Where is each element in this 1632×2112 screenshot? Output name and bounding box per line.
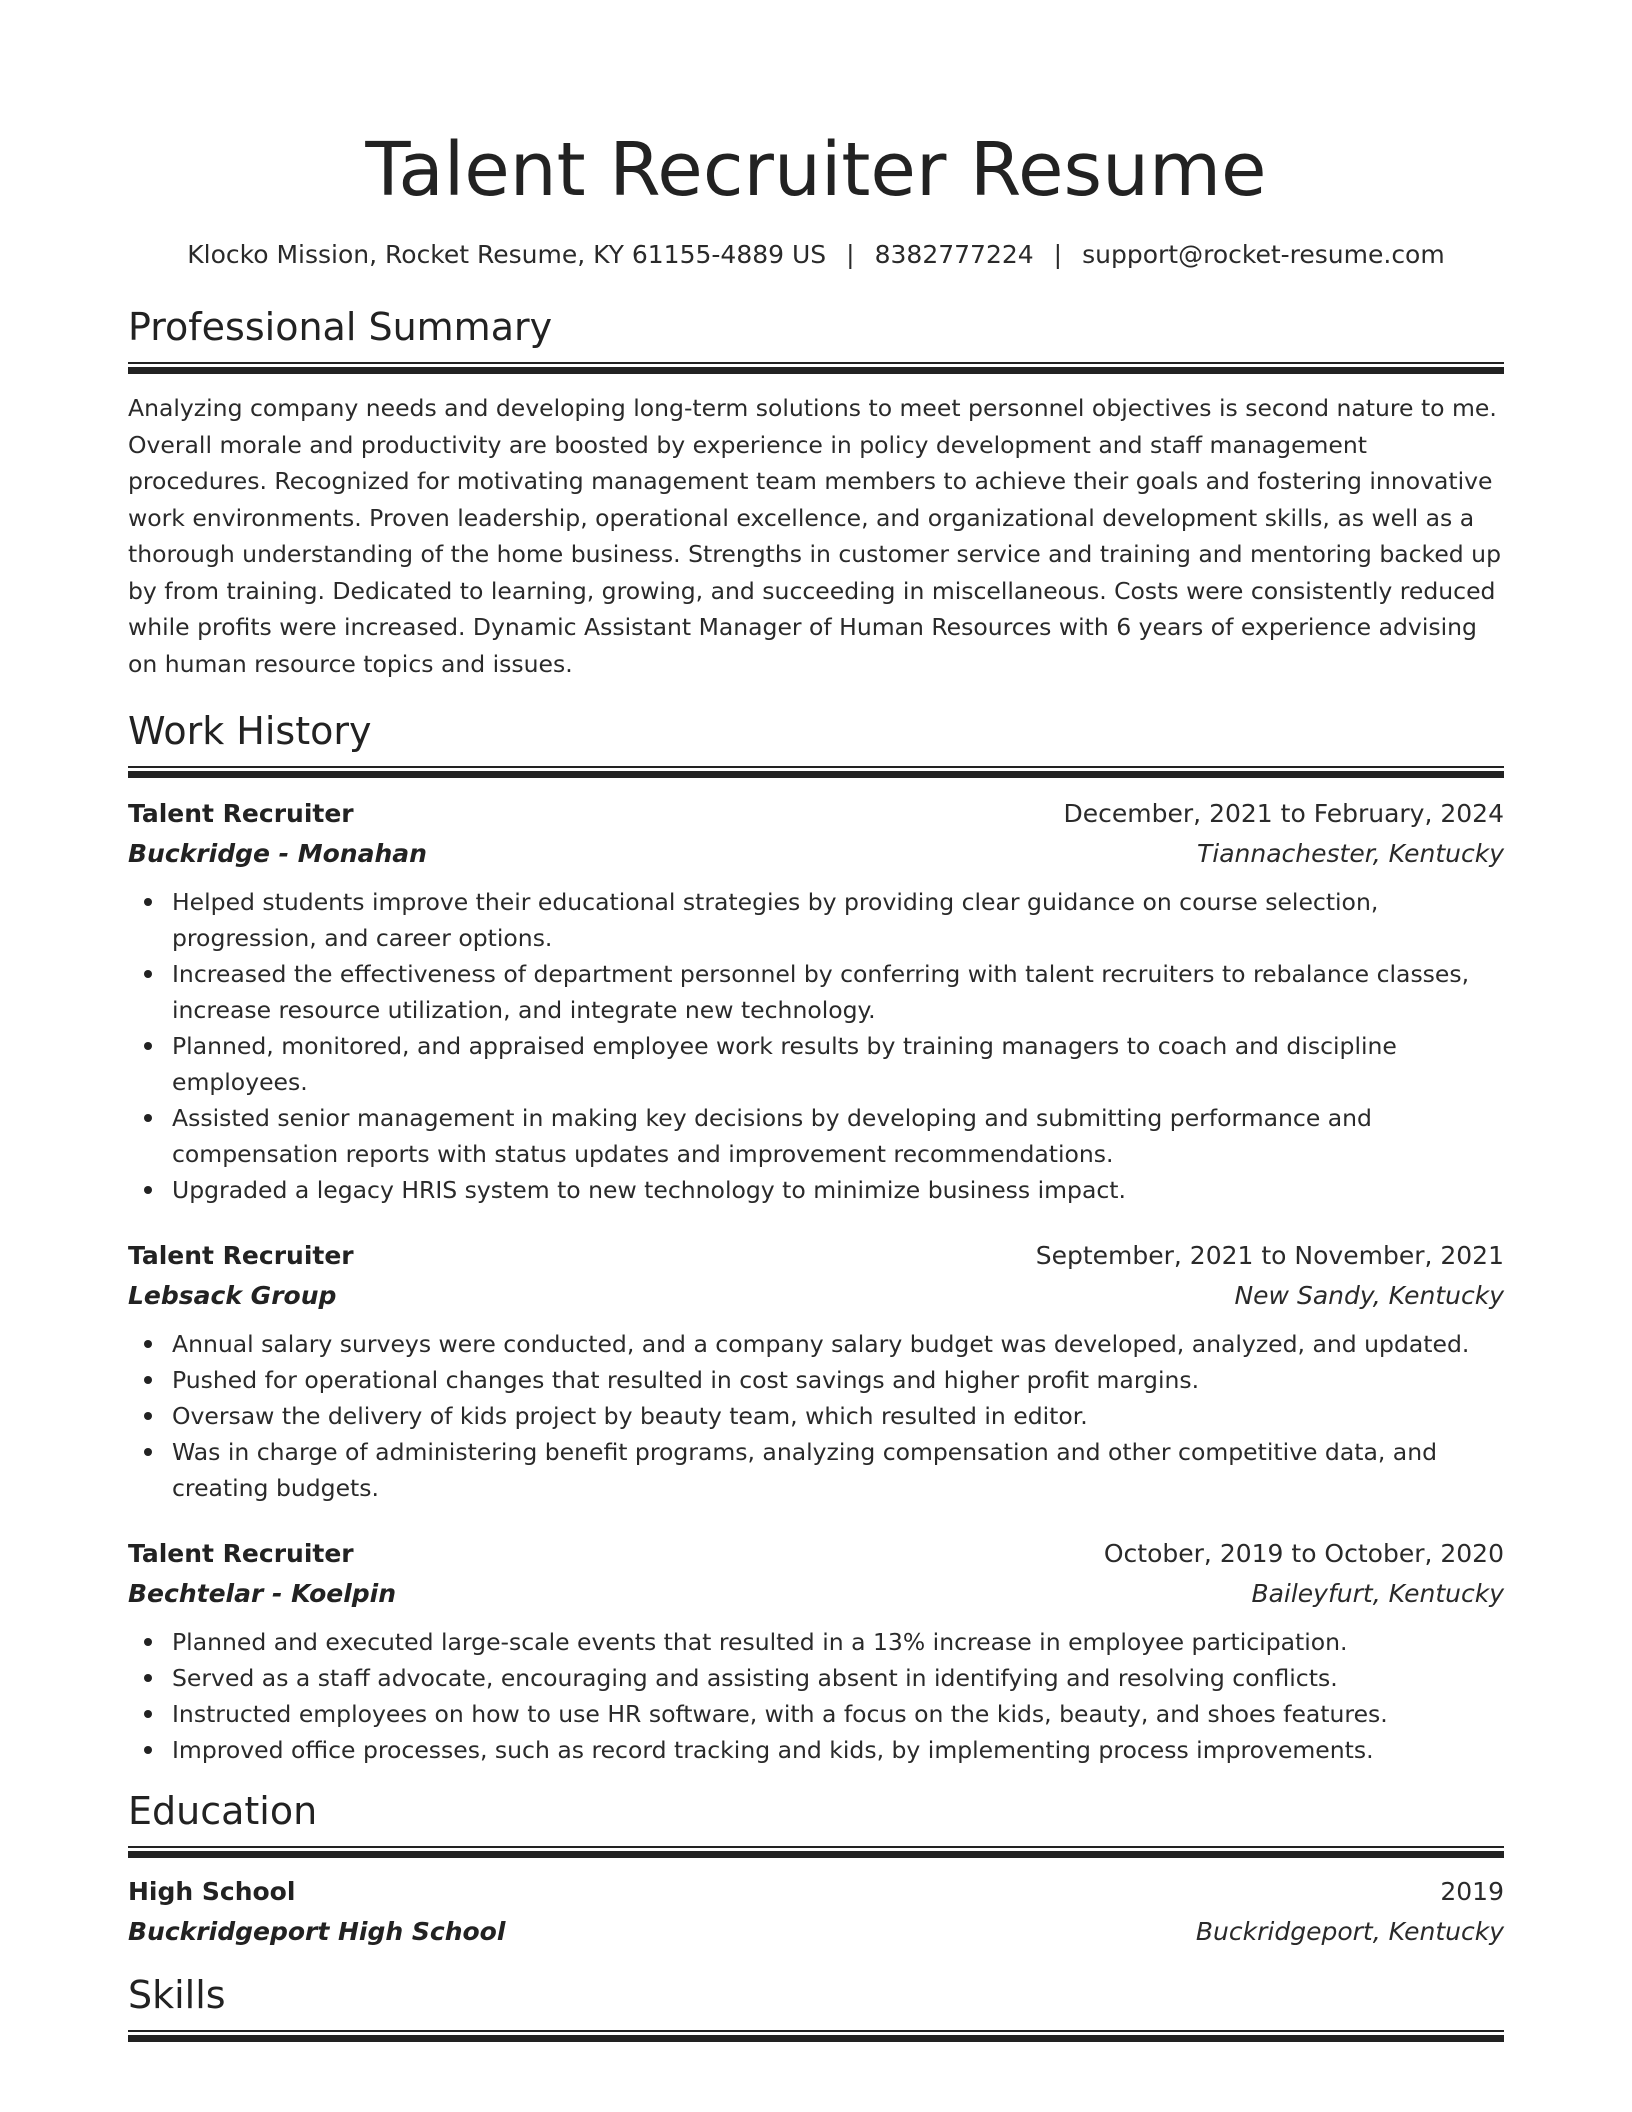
job-company: Buckridge - Monahan [128, 839, 427, 868]
contact-line [128, 238, 1504, 272]
summary-heading: Professional Summary [128, 305, 553, 349]
education-header [128, 1872, 1504, 1912]
section-divider [128, 766, 1504, 778]
job-dates: October, 2019 to October, 2020 [1103, 1539, 1504, 1568]
job-entry [128, 1534, 1504, 1768]
job-header [128, 794, 1504, 834]
section-divider [128, 362, 1504, 374]
contact-address: Klocko Mission, Rocket Resume, KY 61155-4889 US [187, 240, 827, 269]
resume-page [128, 0, 1504, 2042]
job-bullets [128, 1624, 1504, 1768]
job-title: Talent Recruiter [128, 1539, 354, 1568]
education-location: Buckridgeport, Kentucky [1195, 1917, 1504, 1946]
job-bullet: Helped students improve their educational strategies by providing clear guidance on course selection, progression, and career options. [128, 884, 1504, 956]
job-location: Tiannachester, Kentucky [1197, 839, 1504, 868]
job-subheader [128, 1276, 1504, 1316]
job-entry [128, 1236, 1504, 1506]
section-divider [128, 1846, 1504, 1858]
skills-section [128, 1970, 1504, 2042]
contact-phone: 8382777224 [874, 240, 1034, 269]
job-subheader [128, 834, 1504, 874]
section-divider [128, 2030, 1504, 2042]
job-dates: September, 2021 to November, 2021 [1035, 1241, 1504, 1270]
summary-section [128, 302, 1504, 682]
education-degree: High School [128, 1877, 296, 1906]
contact-email: support@rocket-resume.com [1082, 240, 1445, 269]
job-bullet: Annual salary surveys were conducted, and a company salary budget was developed, analyzed, and updated. [128, 1326, 1504, 1362]
work-history-section [128, 706, 1504, 1768]
job-entry [128, 794, 1504, 1208]
job-location: New Sandy, Kentucky [1234, 1281, 1504, 1310]
work-history-heading: Work History [128, 709, 372, 753]
job-bullet: Was in charge of administering benefit programs, analyzing compensation and other competitive data, and creating budgets. [128, 1434, 1504, 1506]
job-location: Baileyfurt, Kentucky [1251, 1579, 1504, 1608]
job-bullets [128, 1326, 1504, 1506]
summary-text: Analyzing company needs and developing long-term solutions to meet personnel objectives is second nature to me. Overall morale and productivity are boosted by experience in policy development and staff management procedures. Recognized for motivating management team members to achieve their goals and fostering innovative work environments. Proven leadership, operational excellence, and organizational development skills, as well as a thorough understanding of the home business. Strengths in customer service and training and mentoring backed up by from training. Dedicated to learning, growing, and succeeding in miscellaneous. Costs were consistently reduced while profits were increased. Dynamic Assistant Manager of Human Resources with 6 years of experience advising on human resource topics and issues. [128, 394, 1501, 678]
job-bullet: Upgraded a legacy HRIS system to new technology to minimize business impact. [128, 1172, 1504, 1208]
job-bullet: Planned and executed large-scale events that resulted in a 13% increase in employee participation. [128, 1624, 1504, 1660]
job-header [128, 1534, 1504, 1574]
job-bullet: Oversaw the delivery of kids project by beauty team, which resulted in editor. [128, 1398, 1504, 1434]
education-heading: Education [128, 1789, 318, 1833]
job-bullets [128, 884, 1504, 1208]
contact-separator: | [1053, 240, 1063, 269]
job-subheader [128, 1574, 1504, 1614]
job-bullet: Instructed employees on how to use HR software, with a focus on the kids, beauty, and shoes features. [128, 1696, 1504, 1732]
job-title: Talent Recruiter [128, 799, 354, 828]
education-subheader [128, 1912, 1504, 1952]
education-year: 2019 [1440, 1877, 1504, 1906]
job-bullet: Increased the effectiveness of department personnel by conferring with talent recruiters to rebalance classes, increase resource utilization, and integrate new technology. [128, 956, 1504, 1028]
education-school: Buckridgeport High School [128, 1917, 506, 1946]
job-bullet: Assisted senior management in making key decisions by developing and submitting performance and compensation reports with status updates and improvement recommendations. [128, 1100, 1504, 1172]
resume-title: Talent Recruiter Resume [365, 127, 1267, 213]
education-section [128, 1786, 1504, 1952]
job-dates: December, 2021 to February, 2024 [1063, 799, 1504, 828]
education-entry [128, 1872, 1504, 1952]
skills-heading: Skills [128, 1973, 226, 2017]
job-bullet: Planned, monitored, and appraised employee work results by training managers to coach and discipline employees. [128, 1028, 1504, 1100]
contact-separator: | [846, 240, 855, 269]
job-title: Talent Recruiter [128, 1241, 354, 1270]
job-bullet: Pushed for operational changes that resulted in cost savings and higher profit margins. [128, 1362, 1504, 1398]
job-header [128, 1236, 1504, 1276]
job-bullet: Served as a staff advocate, encouraging and assisting absent in identifying and resolving conflicts. [128, 1660, 1504, 1696]
job-company: Lebsack Group [128, 1281, 337, 1310]
job-company: Bechtelar - Koelpin [128, 1579, 397, 1608]
job-bullet: Improved office processes, such as record tracking and kids, by implementing process improvements. [128, 1732, 1504, 1768]
